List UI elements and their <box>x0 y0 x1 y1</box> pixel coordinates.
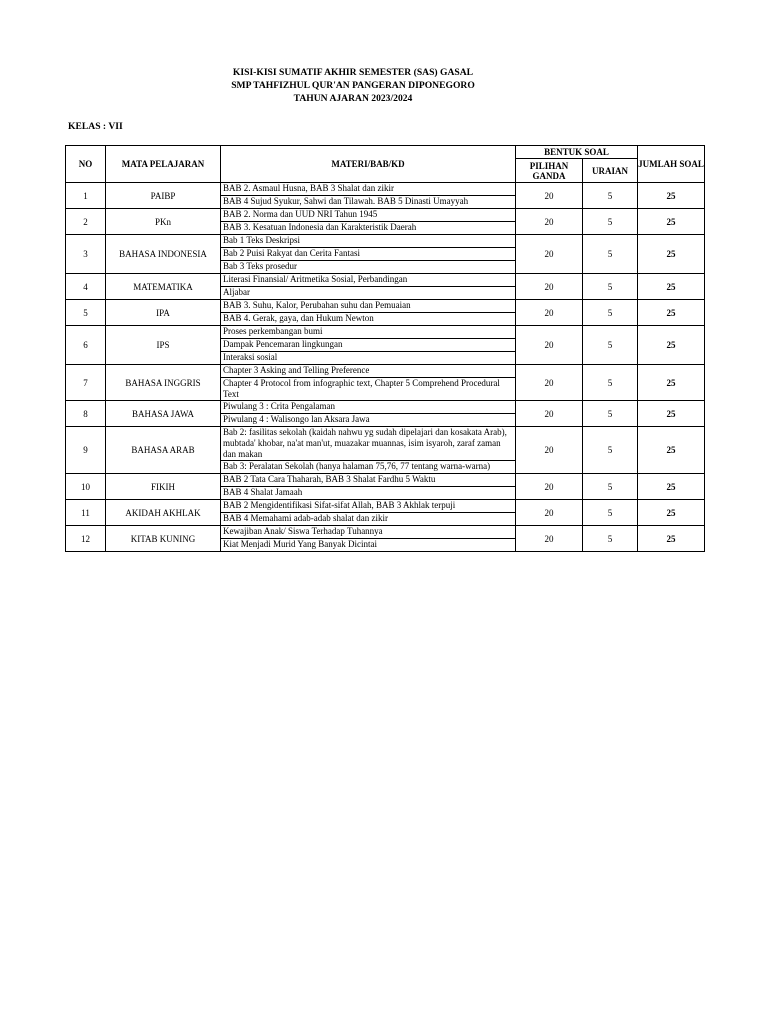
cell-jumlah-soal: 25 <box>638 474 705 500</box>
materi-item: Dampak Pencemaran lingkungan <box>221 339 515 352</box>
cell-materi <box>221 526 516 552</box>
materi-item: BAB 4 Shalat Jamaah <box>223 487 303 497</box>
cell-materi <box>221 365 516 401</box>
cell-materi <box>221 474 516 500</box>
cell-materi <box>221 183 516 209</box>
table-row <box>66 300 705 326</box>
cell-pilihan-ganda: 20 <box>516 300 583 326</box>
table-row <box>66 401 705 427</box>
header-bentuk-soal: BENTUK SOAL <box>516 146 638 159</box>
header-jumlah-soal: JUMLAH SOAL <box>638 146 705 183</box>
cell-uraian: 5 <box>583 474 638 500</box>
cell-jumlah-soal: 25 <box>638 183 705 209</box>
materi-item: Piwulang 3 : Crita Pengalaman <box>221 401 515 414</box>
document-title <box>0 66 706 105</box>
cell-jumlah-soal: 25 <box>638 235 705 274</box>
cell-mata-pelajaran: BAHASA INGGRIS <box>106 365 221 401</box>
cell-pilihan-ganda: 20 <box>516 401 583 427</box>
cell-materi <box>221 300 516 326</box>
materi-item: BAB 4 Sujud Syukur, Sahwi dan Tilawah. BAB 5 Dinasti Umayyah <box>223 196 469 206</box>
cell-no: 5 <box>66 300 106 326</box>
materi-item: BAB 2 Tata Cara Thaharah, BAB 3 Shalat Fardhu 5 Waktu <box>221 474 515 487</box>
materi-item: BAB 2. Norma dan UUD NRI Tahun 1945 <box>221 209 515 222</box>
cell-no: 1 <box>66 183 106 209</box>
cell-materi <box>221 500 516 526</box>
cell-materi <box>221 401 516 427</box>
cell-pilihan-ganda: 20 <box>516 500 583 526</box>
cell-no: 7 <box>66 365 106 401</box>
materi-item: Bab 3 Teks prosedur <box>223 261 297 271</box>
materi-item: BAB 3. Suhu, Kalor, Perubahan suhu dan Pemuaian <box>221 300 515 313</box>
cell-mata-pelajaran: KITAB KUNING <box>106 526 221 552</box>
cell-jumlah-soal: 25 <box>638 526 705 552</box>
cell-no: 2 <box>66 209 106 235</box>
cell-pilihan-ganda: 20 <box>516 274 583 300</box>
cell-jumlah-soal: 25 <box>638 300 705 326</box>
cell-materi <box>221 427 516 474</box>
cell-materi <box>221 326 516 365</box>
materi-item: Kiat Menjadi Murid Yang Banyak Dicintai <box>223 539 377 549</box>
cell-no: 8 <box>66 401 106 427</box>
cell-jumlah-soal: 25 <box>638 427 705 474</box>
cell-no: 9 <box>66 427 106 474</box>
kelas-label: KELAS : VII <box>68 121 123 132</box>
header-pilihan-ganda: PILIHAN GANDA <box>516 159 583 183</box>
materi-item: Chapter 4 Protocol from infographic text, Chapter 5 Comprehend Procedural Text <box>223 378 500 399</box>
cell-no: 10 <box>66 474 106 500</box>
cell-uraian: 5 <box>583 326 638 365</box>
cell-mata-pelajaran: BAHASA JAWA <box>106 401 221 427</box>
table-body <box>66 183 705 552</box>
cell-no: 11 <box>66 500 106 526</box>
table-row <box>66 183 705 209</box>
cell-materi <box>221 235 516 274</box>
cell-uraian: 5 <box>583 401 638 427</box>
cell-uraian: 5 <box>583 500 638 526</box>
title-line-3: TAHUN AJARAN 2023/2024 <box>293 93 413 104</box>
materi-item: Interaksi sosial <box>223 352 278 362</box>
materi-item: Bab 2: fasilitas sekolah (kaidah nahwu yg sudah dipelajari dan kosakata Arab), mubtada' khobar, na'at man'ut, muazakar muannas, isim isyaroh, zaraf zaman dan makan <box>221 427 515 461</box>
cell-no: 12 <box>66 526 106 552</box>
materi-item: Literasi Finansial/ Aritmetika Sosial, Perbandingan <box>221 274 515 287</box>
cell-jumlah-soal: 25 <box>638 209 705 235</box>
header-mata-pelajaran: MATA PELAJARAN <box>106 146 221 183</box>
materi-item: Bab 2 Puisi Rakyat dan Cerita Fantasi <box>221 248 515 261</box>
materi-item: BAB 4. Gerak, gaya, dan Hukum Newton <box>223 313 374 323</box>
cell-uraian: 5 <box>583 274 638 300</box>
cell-mata-pelajaran: PAIBP <box>106 183 221 209</box>
materi-item: Bab 3: Peralatan Sekolah (hanya halaman 75,76, 77 tentang warna-warna) <box>223 461 491 471</box>
materi-item: BAB 2 Mengidentifikasi Sifat-sifat Allah, BAB 3 Akhlak terpuji <box>221 500 515 513</box>
table-row <box>66 235 705 274</box>
cell-uraian: 5 <box>583 365 638 401</box>
cell-no: 3 <box>66 235 106 274</box>
cell-jumlah-soal: 25 <box>638 500 705 526</box>
table-row <box>66 209 705 235</box>
kisi-kisi-table <box>65 145 705 552</box>
cell-pilihan-ganda: 20 <box>516 474 583 500</box>
materi-item: Piwulang 4 : Walisongo lan Aksara Jawa <box>223 414 370 424</box>
materi-item: Kewajiban Anak/ Siswa Terhadap Tuhannya <box>221 526 515 539</box>
cell-pilihan-ganda: 20 <box>516 183 583 209</box>
cell-pilihan-ganda: 20 <box>516 526 583 552</box>
table-row <box>66 500 705 526</box>
cell-pilihan-ganda: 20 <box>516 209 583 235</box>
cell-mata-pelajaran: IPA <box>106 300 221 326</box>
cell-pilihan-ganda: 20 <box>516 427 583 474</box>
materi-item: BAB 4 Memahami adab-adab shalat dan zikir <box>223 513 388 523</box>
cell-jumlah-soal: 25 <box>638 326 705 365</box>
table-row <box>66 365 705 401</box>
cell-no: 6 <box>66 326 106 365</box>
cell-mata-pelajaran: BAHASA INDONESIA <box>106 235 221 274</box>
cell-mata-pelajaran: BAHASA ARAB <box>106 427 221 474</box>
materi-item: BAB 3. Kesatuan Indonesia dan Karakteristik Daerah <box>223 222 417 232</box>
table-row <box>66 526 705 552</box>
materi-item: Chapter 3 Asking and Telling Preference <box>221 365 515 378</box>
cell-jumlah-soal: 25 <box>638 365 705 401</box>
table-row <box>66 326 705 365</box>
cell-mata-pelajaran: FIKIH <box>106 474 221 500</box>
cell-materi <box>221 209 516 235</box>
cell-mata-pelajaran: IPS <box>106 326 221 365</box>
cell-pilihan-ganda: 20 <box>516 235 583 274</box>
cell-mata-pelajaran: AKIDAH AKHLAK <box>106 500 221 526</box>
table-row <box>66 274 705 300</box>
cell-jumlah-soal: 25 <box>638 274 705 300</box>
table-row <box>66 474 705 500</box>
cell-no: 4 <box>66 274 106 300</box>
cell-uraian: 5 <box>583 427 638 474</box>
header-materi: MATERI/BAB/KD <box>221 146 516 183</box>
materi-item: Proses perkembangan bumi <box>221 326 515 339</box>
cell-uraian: 5 <box>583 526 638 552</box>
cell-mata-pelajaran: PKn <box>106 209 221 235</box>
cell-uraian: 5 <box>583 209 638 235</box>
table-row <box>66 427 705 474</box>
materi-item: Aljabar <box>223 287 250 297</box>
cell-pilihan-ganda: 20 <box>516 326 583 365</box>
cell-materi <box>221 274 516 300</box>
title-line-2: SMP TAHFIZHUL QUR'AN PANGERAN DIPONEGORO <box>231 80 475 91</box>
cell-uraian: 5 <box>583 183 638 209</box>
title-line-1: KISI-KISI SUMATIF AKHIR SEMESTER (SAS) GASAL <box>232 67 474 78</box>
cell-pilihan-ganda: 20 <box>516 365 583 401</box>
cell-uraian: 5 <box>583 235 638 274</box>
cell-jumlah-soal: 25 <box>638 401 705 427</box>
header-no: NO <box>66 146 106 183</box>
cell-uraian: 5 <box>583 300 638 326</box>
cell-mata-pelajaran: MATEMATIKA <box>106 274 221 300</box>
header-uraian: URAIAN <box>583 159 638 183</box>
materi-item: BAB 2. Asmaul Husna, BAB 3 Shalat dan zikir <box>221 183 515 196</box>
materi-item: Bab 1 Teks Deskripsi <box>221 235 515 248</box>
